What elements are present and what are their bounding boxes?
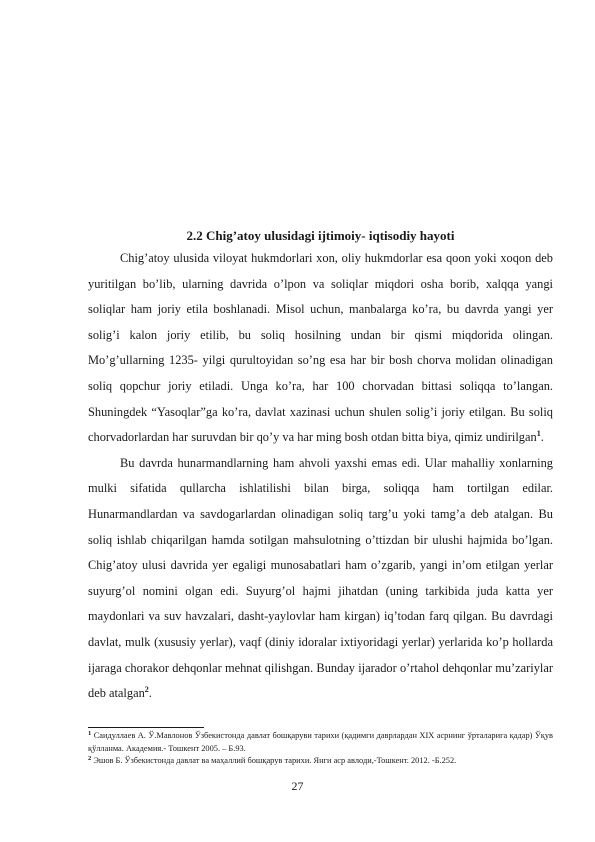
footnote-1-text: Саидуллаев А. Ў.Мавлонов Ўзбекистонда давлат бошқаруви тарихи (қадимги даврлардан XIX асрнинг ўрталарига қадар) Ўқув қўлланма. Академия.- Тошкент 2005. – Б.93. — [88, 731, 554, 753]
paragraph-2-end: . — [148, 686, 152, 701]
footnote-ref-2[interactable]: 2 — [144, 685, 149, 695]
footnote-separator — [88, 727, 204, 728]
footnotes — [88, 730, 553, 768]
paragraph-1-text: Chig’atoy ulusida viloyat hukmdorlari xon, oliy hukmdorlar esa qoon yoki xoqon deb yuritilgan bo’lib, ularning davrida o’lpon va soliqlar miqdori osha borib, xalqqa yangi soliqlar ham joriy etila boshlanadi. Misol uchun, manbalarga ko’ra, bu davrda yangi yer solig’i kalon joriy etilib, bu soliq hosilning undan bir qismi miqdorida olingan. Mo’g’ullarning 1235- yilgi qurultoyidan so’ng esa har bir bosh chorva molidan olinadigan soliq qopchur joriy etiladi. Unga ko’ra, har 100 chorvadan bittasi soliqqa to’langan. Shuningdek “Yasoqlar”ga ko’ra, davlat xazinasi uchun shulen solig’i joriy etilgan. Bu soliq chorvadorlardan har suruvdan bir qo’y va har ming bosh otdan bitta biya, qimiz undirilgan — [88, 251, 553, 445]
paragraph-2 — [88, 451, 553, 707]
footnote-2-marker: 2 — [88, 755, 92, 763]
section-title: 2.2 Chig’atoy ulusidagi ijtimoiy- iqtisodiy hayoti — [186, 228, 455, 243]
paragraph-2-text: Bu davrda hunarmandlarning ham ahvoli yaxshi emas edi. Ular mahalliy xonlarning mulki sifatida qullarcha ishlatilishi bilan birga, soliqqa ham tortilgan edilar. Hunarmandlardan va savdogarlardan olinadigan soliq targ’u yoki tamg’a deb atalgan. Bu soliq ishlab chiqarilgan hamda sotilgan mahsulotning o’ttizdan bir ulushi hajmida bo’lgan. Chig’atoy ulusi davrida yer egaligi munosabatlari ham o’zgarib, yangi in’om etilgan yerlar suyurg’ol nomini olgan edi. Suyurg’ol hajmi jihatdan (uning tarkibida juda katta yer maydonlari va suv havzalari, dasht-yaylovlar ham kirgan) iq’todan farq qilgan. Bu davrdagi davlat, mulk (xususiy yerlar), vaqf (diniy idoralar ixtiyoridagi yerlar) yerlarida ko’p hollarda ijaraga chorakor dehqonlar mehnat qilishgan. Bunday ijarador o’rtahol dehqonlar mu’zariylar deb atalgan — [88, 455, 553, 701]
footnote-1-marker: 1 — [88, 730, 92, 737]
footnote-2 — [88, 755, 553, 768]
footnote-2-text: Эшов Б. Ўзбекистонда давлат ва маҳаллий бошқарув тарихи. Янги аср авлоди,-Тошкент. 2012. -Б.252. — [93, 756, 457, 766]
page-number: 27 — [291, 779, 304, 793]
body-text — [88, 246, 553, 707]
footnote-1 — [88, 730, 553, 755]
paragraph-1-end: . — [540, 430, 544, 445]
paragraph-1 — [88, 246, 553, 451]
footnote-ref-1[interactable]: 1 — [536, 429, 541, 439]
